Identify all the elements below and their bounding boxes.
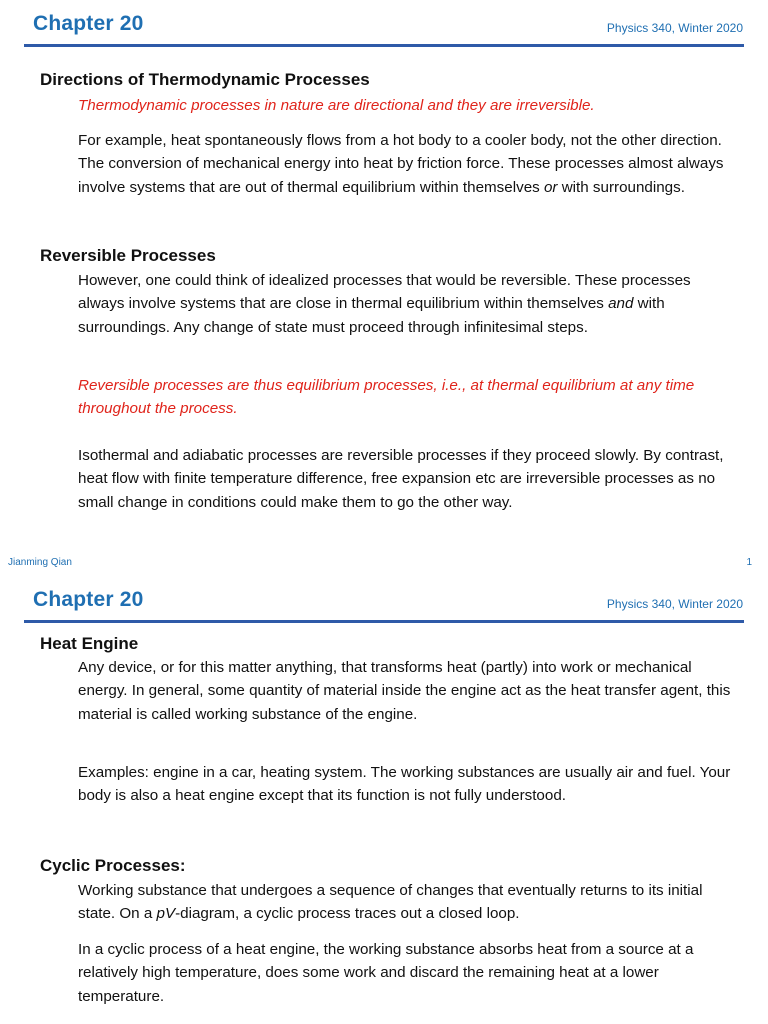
paragraph-example-text-a: For example, heat spontaneously flows from a hot body to a cooler body, not the other direction. The conversion of mechanical energy into heat by friction force. These processes almost always involve systems that are out of thermal equilibrium within themselves	[78, 132, 724, 196]
course-label: Physics 340, Winter 2020	[606, 21, 743, 35]
slide-2	[0, 576, 768, 1024]
paragraph-example	[78, 129, 738, 199]
footer-author: Jianming Qian	[8, 557, 72, 568]
paragraph-idealized-emphasis: and	[608, 295, 634, 313]
paragraph-example-text-b: with surroundings.	[557, 178, 685, 196]
paragraph-example-emphasis: or	[543, 178, 558, 196]
section-heading-cyclic: Cyclic Processes:	[40, 856, 186, 875]
section-heading-heat-engine: Heat Engine	[40, 634, 139, 653]
paragraph-examples: Examples: engine in a car, heating system. The working substances are usually air and fuel. Your body is also a heat engine except that its function is not fully understood.	[78, 764, 731, 805]
header-rule	[24, 44, 744, 47]
paragraph-idealized-text-a: However, one could think of idealized processes that would be reversible. These processes always involve systems that are close in thermal equilibrium within themselves	[78, 272, 691, 313]
paragraph-idealized	[78, 269, 738, 339]
chapter-title: Chapter 20	[33, 588, 144, 611]
paragraph-cyclic-heat-engine: In a cyclic process of a heat engine, the working substance absorbs heat from a source at a relatively high temperature, does some work and discard the remaining heat at a lower temperature.	[78, 941, 694, 1005]
chapter-title: Chapter 20	[33, 12, 144, 35]
course-label: Physics 340, Winter 2020	[606, 597, 743, 611]
paragraph-cyclic-text-a: Working substance that undergoes a sequence of changes that eventually returns to its initial state. On a	[78, 882, 703, 923]
section-heading-reversible: Reversible Processes	[40, 246, 216, 265]
paragraph-cyclic	[78, 879, 738, 926]
section-heading-directions: Directions of Thermodynamic Processes	[40, 70, 370, 89]
header-rule	[24, 620, 744, 623]
paragraph-heat-engine: Any device, or for this matter anything, that transforms heat (partly) into work or mechanical energy. In general, some quantity of material inside the engine act as the heat transfer agent, this material is called working substance of the engine.	[78, 659, 731, 723]
paragraph-cyclic-emphasis: pV	[156, 905, 176, 923]
highlight-irreversible: Thermodynamic processes in nature are directional and they are irreversible.	[78, 97, 595, 114]
paragraph-cyclic-text-b: -diagram, a cyclic process traces out a closed loop.	[175, 905, 520, 923]
paragraph-isothermal: Isothermal and adiabatic processes are reversible processes if they proceed slowly. By contrast, heat flow with finite temperature difference, free expansion etc are irreversible processes as no small change in conditions could make them to go the other way.	[78, 447, 724, 511]
highlight-equilibrium: Reversible processes are thus equilibrium processes, i.e., at thermal equilibrium at any time throughout the process.	[78, 377, 695, 418]
footer-page-number: 1	[746, 557, 752, 568]
paragraph-idealized-text-b: with surroundings. Any change of state must proceed through infinitesimal steps.	[78, 295, 665, 336]
